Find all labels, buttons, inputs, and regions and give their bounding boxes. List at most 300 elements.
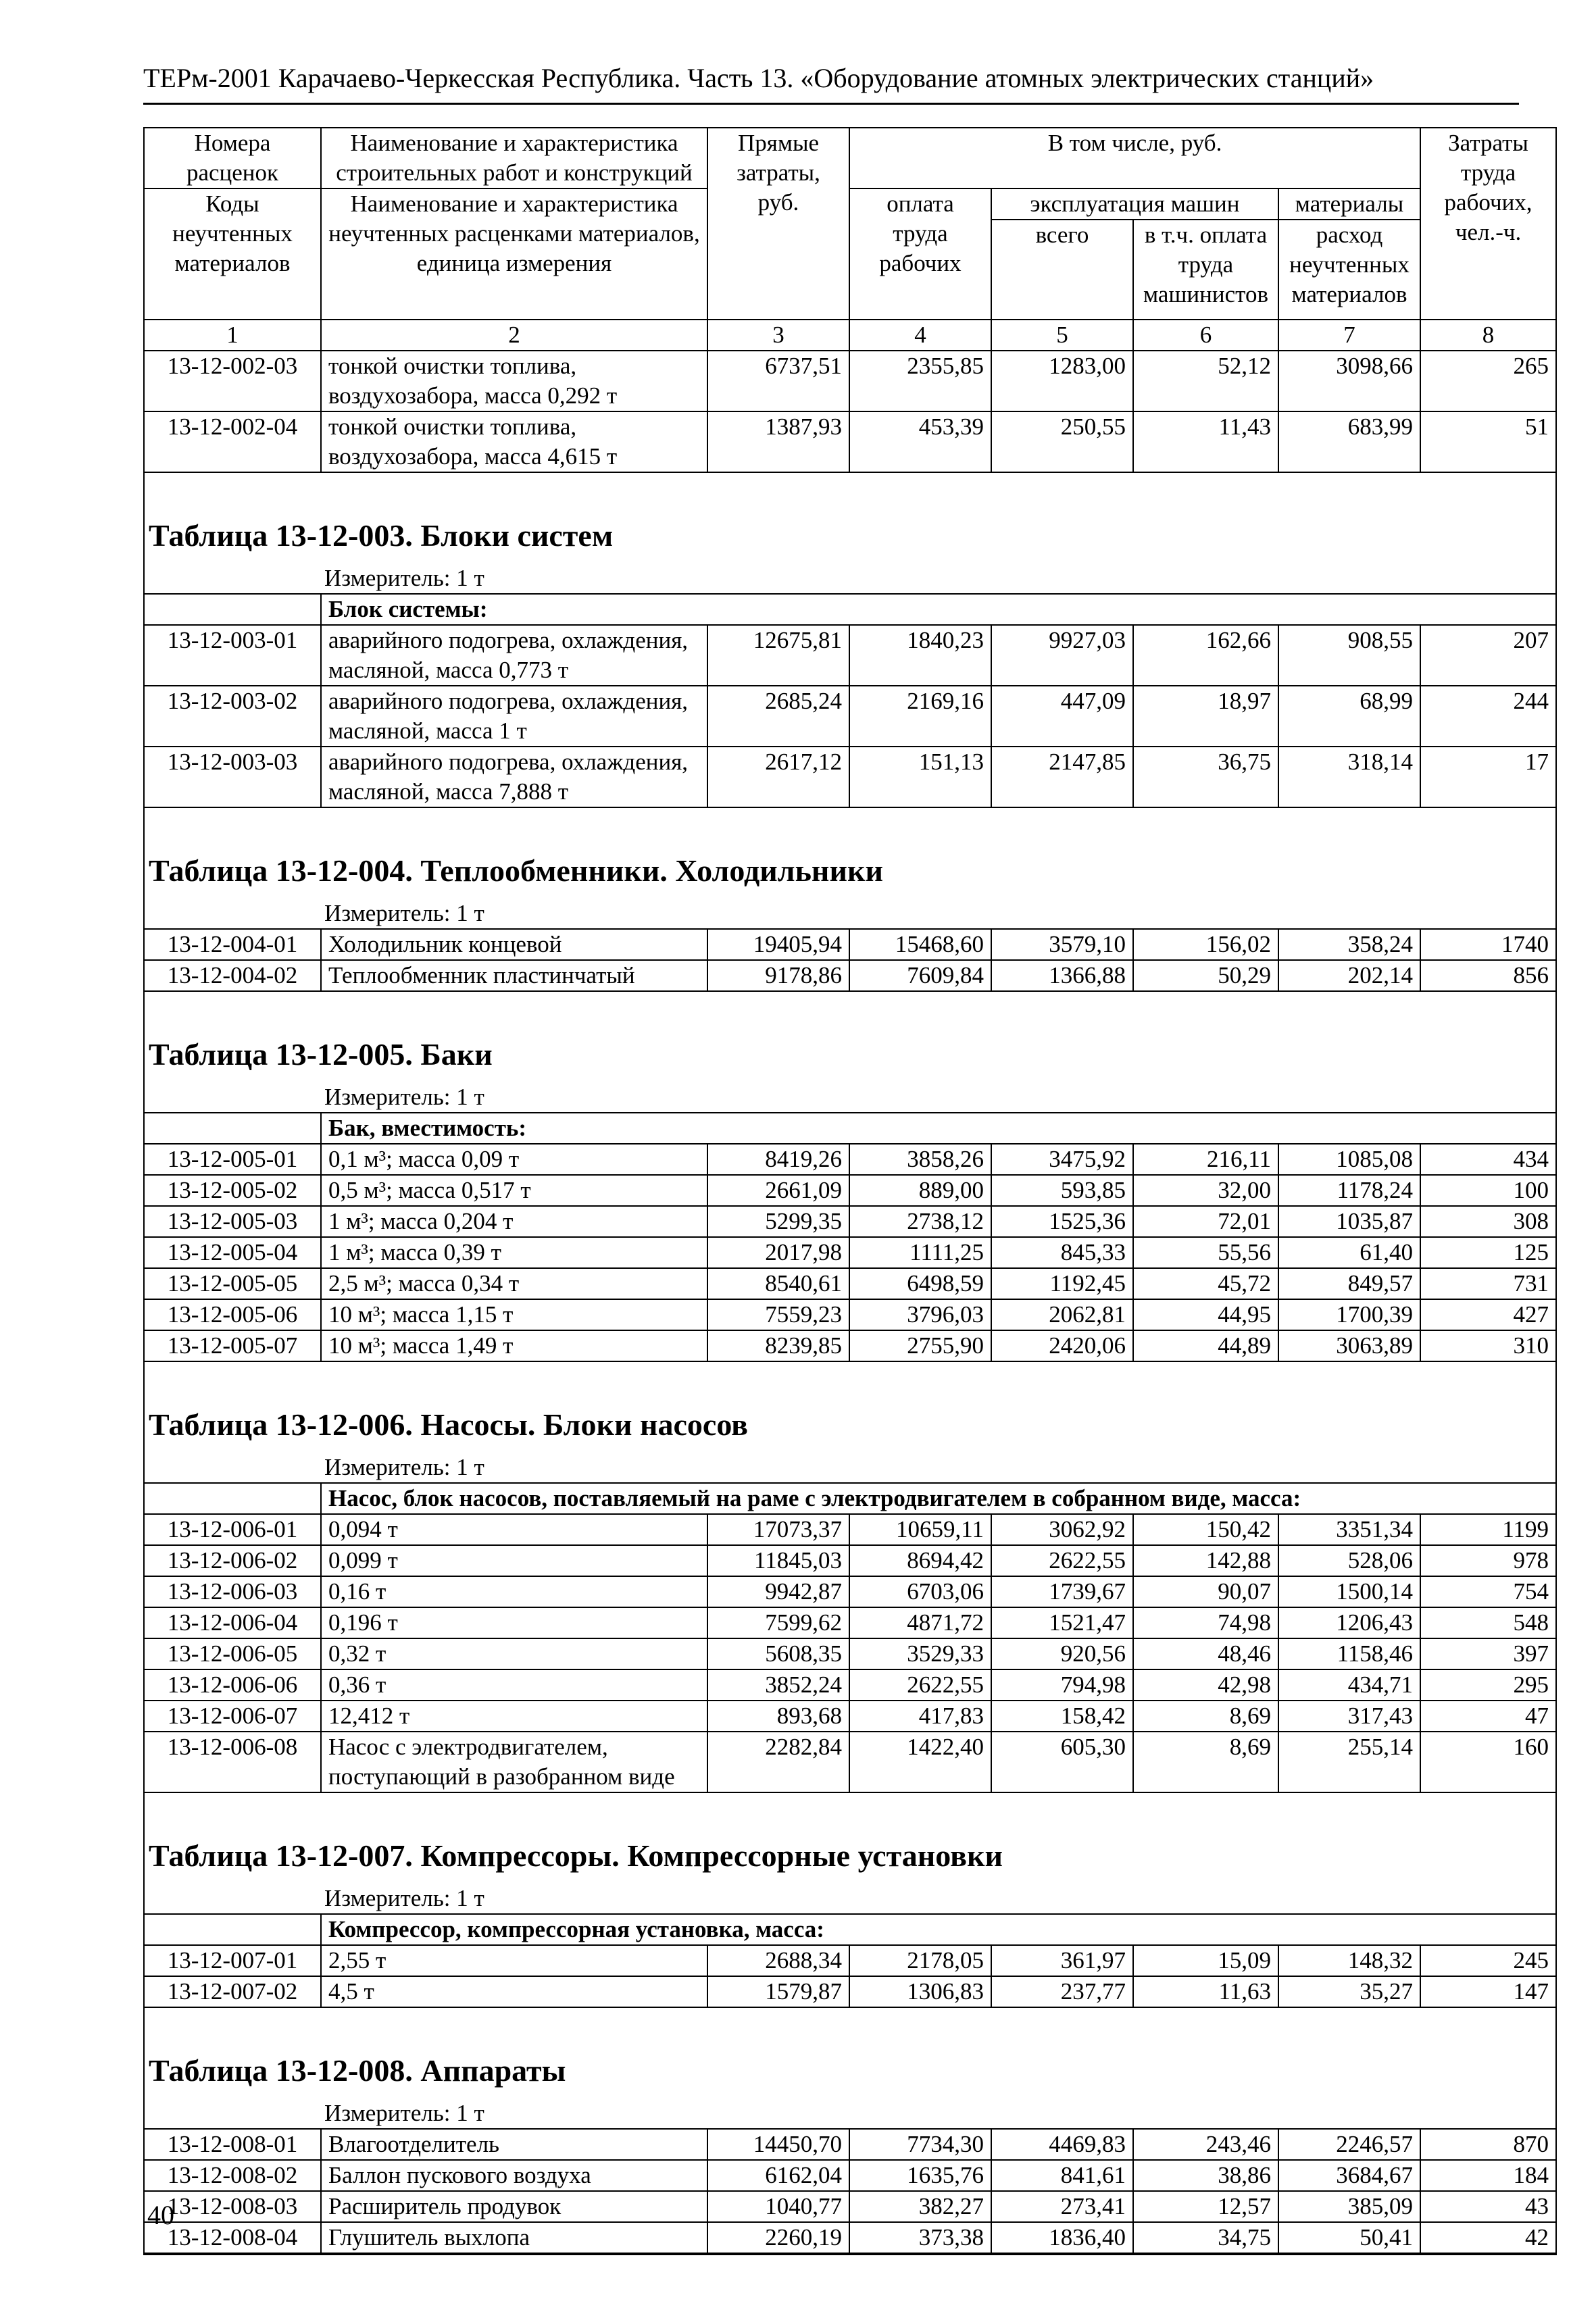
work-name: Глушитель выхлопа [321,2222,707,2253]
col-num-6: 6 [1133,320,1278,351]
value-labor: 265 [1420,351,1556,411]
table-row [144,1175,1556,1206]
rate-code: 13-12-005-07 [144,1330,321,1361]
section-title-cell [144,1834,1556,1914]
measure-unit: Измеритель: 1 т [324,1454,484,1480]
col-labor: Затраты труда рабочих, чел.-ч. [1420,128,1556,320]
table-title: Таблица 13-12-008. Аппараты [149,2053,566,2088]
value-wages: 1422,40 [849,1732,991,1792]
value-materials: 1500,14 [1278,1576,1420,1607]
table-row [144,960,1556,991]
table-title: Таблица 13-12-007. Компрессоры. Компрессорные установки [149,1838,1003,1873]
table-row [144,1732,1556,1792]
group-subheading: Компрессор, компрессорная установка, масса: [321,1914,1556,1945]
value-materials: 908,55 [1278,625,1420,686]
rate-code: 13-12-003-03 [144,747,321,807]
header-rule [143,103,1519,105]
measure-unit: Измеритель: 1 т [324,2100,484,2126]
value-materials: 61,40 [1278,1237,1420,1268]
work-name: Насос с электродвигателем, поступающий в разобранном виде [321,1732,707,1792]
value-wages: 6498,59 [849,1268,991,1299]
value-direct: 1387,93 [707,411,849,472]
value-labor: 244 [1420,686,1556,747]
value-labor: 978 [1420,1545,1556,1576]
rate-code: 13-12-006-03 [144,1576,321,1607]
value-machine-wages: 55,56 [1133,1237,1278,1268]
value-direct: 2661,09 [707,1175,849,1206]
measure-unit: Измеритель: 1 т [324,1885,484,1911]
section-title-cell [144,513,1556,594]
table-row [144,1976,1556,2007]
col-materials: материалы [1278,188,1420,220]
work-name: 2,5 м³; масса 0,34 т [321,1268,707,1299]
rate-code: 13-12-008-01 [144,2129,321,2160]
value-wages: 2622,55 [849,1669,991,1701]
rate-code: 13-12-004-02 [144,960,321,991]
group-subheading: Бак, вместимость: [321,1113,1556,1144]
work-name: 2,55 т [321,1945,707,1976]
table-row [144,1237,1556,1268]
value-machine-wages: 18,97 [1133,686,1278,747]
value-machines: 845,33 [991,1237,1133,1268]
rate-code: 13-12-002-04 [144,411,321,472]
measure-unit: Измеритель: 1 т [324,1084,484,1110]
value-machines: 1283,00 [991,351,1133,411]
header-row-top [144,128,1556,188]
table-row [144,1669,1556,1701]
value-direct: 2282,84 [707,1732,849,1792]
value-direct: 5299,35 [707,1206,849,1237]
col-num-2: 2 [321,320,707,351]
value-direct: 7559,23 [707,1299,849,1330]
value-machine-wages: 8,69 [1133,1732,1278,1792]
col-num-8: 8 [1420,320,1556,351]
value-machines: 158,42 [991,1701,1133,1732]
section-title-row [144,849,1556,929]
value-machines: 3475,92 [991,1144,1133,1175]
work-name: 10 м³; масса 1,15 т [321,1299,707,1330]
subheading-code-cell [144,1914,321,1945]
col-machines-total: всего [991,220,1133,320]
spacer-cell [144,1792,1556,1834]
value-machine-wages: 52,12 [1133,351,1278,411]
value-machine-wages: 72,01 [1133,1206,1278,1237]
value-materials: 528,06 [1278,1545,1420,1576]
value-machine-wages: 44,95 [1133,1299,1278,1330]
work-name: 1 м³; масса 0,39 т [321,1237,707,1268]
value-machine-wages: 15,09 [1133,1945,1278,1976]
value-machines: 250,55 [991,411,1133,472]
value-wages: 7609,84 [849,960,991,991]
value-labor: 42 [1420,2222,1556,2253]
section-title-row [144,1032,1556,1113]
subheading-row [144,1483,1556,1514]
value-wages: 1306,83 [849,1976,991,2007]
value-materials: 3351,34 [1278,1514,1420,1545]
work-name: аварийного подогрева, охлаждения, масляной, масса 1 т [321,686,707,747]
rate-code: 13-12-006-05 [144,1638,321,1669]
work-name: 0,099 т [321,1545,707,1576]
value-labor: 160 [1420,1732,1556,1792]
value-direct: 3852,24 [707,1669,849,1701]
value-materials: 35,27 [1278,1976,1420,2007]
value-wages: 1840,23 [849,625,991,686]
value-labor: 1740 [1420,929,1556,960]
value-direct: 9178,86 [707,960,849,991]
section-title-cell [144,1032,1556,1113]
section-spacer [144,2007,1556,2048]
value-labor: 184 [1420,2160,1556,2191]
rate-code: 13-12-006-08 [144,1732,321,1792]
value-machine-wages: 142,88 [1133,1545,1278,1576]
rate-code: 13-12-006-01 [144,1514,321,1545]
table-row [144,1514,1556,1545]
work-name: 0,16 т [321,1576,707,1607]
work-name: тонкой очистки топлива, воздухозабора, масса 4,615 т [321,411,707,472]
value-labor: 308 [1420,1206,1556,1237]
work-name: Холодильник концевой [321,929,707,960]
rate-code: 13-12-006-02 [144,1545,321,1576]
value-materials: 68,99 [1278,686,1420,747]
value-machine-wages: 34,75 [1133,2222,1278,2253]
value-labor: 43 [1420,2191,1556,2222]
col-codes-bottom: Коды неучтенных материалов [144,188,321,320]
work-name: Баллон пускового воздуха [321,2160,707,2191]
value-machines: 2147,85 [991,747,1133,807]
value-materials: 358,24 [1278,929,1420,960]
work-name: 12,412 т [321,1701,707,1732]
value-machine-wages: 11,43 [1133,411,1278,472]
value-direct: 2617,12 [707,747,849,807]
value-direct: 7599,62 [707,1607,849,1638]
value-materials: 1700,39 [1278,1299,1420,1330]
work-name: Теплообменник пластинчатый [321,960,707,991]
value-labor: 51 [1420,411,1556,472]
section-title-cell [144,849,1556,929]
spacer-cell [144,1361,1556,1403]
table-title: Таблица 13-12-003. Блоки систем [149,518,614,553]
value-machines: 593,85 [991,1175,1133,1206]
value-labor: 295 [1420,1669,1556,1701]
value-direct: 1579,87 [707,1976,849,2007]
value-wages: 10659,11 [849,1514,991,1545]
value-wages: 417,83 [849,1701,991,1732]
value-machines: 794,98 [991,1669,1133,1701]
value-materials: 255,14 [1278,1732,1420,1792]
value-materials: 3063,89 [1278,1330,1420,1361]
value-machines: 1739,67 [991,1576,1133,1607]
value-materials: 317,43 [1278,1701,1420,1732]
work-name: 0,1 м³; масса 0,09 т [321,1144,707,1175]
value-machines: 447,09 [991,686,1133,747]
value-materials: 1085,08 [1278,1144,1420,1175]
value-direct: 14450,70 [707,2129,849,2160]
value-direct: 893,68 [707,1701,849,1732]
rate-code: 13-12-007-01 [144,1945,321,1976]
work-name: Влагоотделитель [321,2129,707,2160]
value-machine-wages: 216,11 [1133,1144,1278,1175]
value-direct: 6162,04 [707,2160,849,2191]
rate-code: 13-12-005-04 [144,1237,321,1268]
value-machine-wages: 50,29 [1133,960,1278,991]
value-materials: 434,71 [1278,1669,1420,1701]
section-title-cell [144,1403,1556,1483]
col-direct: Прямые затраты, руб. [707,128,849,320]
value-direct: 11845,03 [707,1545,849,1576]
value-machines: 1521,47 [991,1607,1133,1638]
value-machines: 1836,40 [991,2222,1133,2253]
table-row [144,411,1556,472]
value-wages: 3529,33 [849,1638,991,1669]
work-name: тонкой очистки топлива, воздухозабора, масса 0,292 т [321,351,707,411]
value-wages: 2355,85 [849,351,991,411]
rate-code: 13-12-002-03 [144,351,321,411]
value-machine-wages: 243,46 [1133,2129,1278,2160]
table-row [144,929,1556,960]
col-num-3: 3 [707,320,849,351]
value-machine-wages: 11,63 [1133,1976,1278,2007]
value-materials: 683,99 [1278,411,1420,472]
value-direct: 1040,77 [707,2191,849,2222]
col-num-4: 4 [849,320,991,351]
value-machine-wages: 162,66 [1133,625,1278,686]
value-materials: 1178,24 [1278,1175,1420,1206]
rates-table [143,127,1557,2255]
rate-code: 13-12-005-02 [144,1175,321,1206]
value-labor: 17 [1420,747,1556,807]
page-header: ТЕРм-2001 Карачаево-Черкесская Республика. Часть 13. «Оборудование атомных электрических станций» [143,63,1374,93]
value-machines: 1192,45 [991,1268,1133,1299]
table-row [144,1701,1556,1732]
value-materials: 3098,66 [1278,351,1420,411]
value-machine-wages: 32,00 [1133,1175,1278,1206]
value-materials: 1158,46 [1278,1638,1420,1669]
value-labor: 754 [1420,1576,1556,1607]
value-machine-wages: 150,42 [1133,1514,1278,1545]
value-direct: 17073,37 [707,1514,849,1545]
value-machines: 1525,36 [991,1206,1133,1237]
measure-unit: Измеритель: 1 т [324,900,484,926]
value-labor: 125 [1420,1237,1556,1268]
value-machines: 605,30 [991,1732,1133,1792]
value-machines: 2420,06 [991,1330,1133,1361]
work-name: 4,5 т [321,1976,707,2007]
col-num-1: 1 [144,320,321,351]
value-labor: 856 [1420,960,1556,991]
col-wages: оплата труда рабочих [849,188,991,320]
value-machine-wages: 48,46 [1133,1638,1278,1669]
value-machine-wages: 90,07 [1133,1576,1278,1607]
value-labor: 147 [1420,1976,1556,2007]
value-machine-wages: 12,57 [1133,2191,1278,2222]
value-machines: 273,41 [991,2191,1133,2222]
value-wages: 3858,26 [849,1144,991,1175]
value-labor: 870 [1420,2129,1556,2160]
value-labor: 1199 [1420,1514,1556,1545]
table-row [144,686,1556,747]
value-direct: 2688,34 [707,1945,849,1976]
value-materials: 2246,57 [1278,2129,1420,2160]
value-labor: 310 [1420,1330,1556,1361]
col-machines-wages: в т.ч. оплата труда машинистов [1133,220,1278,320]
rate-code: 13-12-004-01 [144,929,321,960]
value-machines: 841,61 [991,2160,1133,2191]
value-direct: 9942,87 [707,1576,849,1607]
value-materials: 202,14 [1278,960,1420,991]
section-title-row [144,513,1556,594]
subheading-row [144,1113,1556,1144]
table-row [144,747,1556,807]
table-row [144,351,1556,411]
table-row [144,2129,1556,2160]
table-row [144,1545,1556,1576]
rate-code: 13-12-008-03 [144,2191,321,2222]
table-end [144,2253,1556,2255]
rate-code: 13-12-005-01 [144,1144,321,1175]
rate-code: 13-12-005-06 [144,1299,321,1330]
value-machines: 3062,92 [991,1514,1133,1545]
value-wages: 2169,16 [849,686,991,747]
spacer-cell [144,472,1556,513]
subheading-row [144,1914,1556,1945]
col-codes-top: Номера расценок [144,128,321,188]
value-machines: 1366,88 [991,960,1133,991]
value-materials: 1035,87 [1278,1206,1420,1237]
value-materials: 385,09 [1278,2191,1420,2222]
section-title-row [144,1403,1556,1483]
value-wages: 373,38 [849,2222,991,2253]
value-labor: 397 [1420,1638,1556,1669]
value-machines: 4469,83 [991,2129,1133,2160]
value-materials: 318,14 [1278,747,1420,807]
value-wages: 3796,03 [849,1299,991,1330]
spacer-cell [144,807,1556,849]
value-wages: 15468,60 [849,929,991,960]
group-subheading: Блок системы: [321,594,1556,625]
rate-code: 13-12-008-02 [144,2160,321,2191]
table-row [144,1945,1556,1976]
col-num-7: 7 [1278,320,1420,351]
page-number: 40 [147,2200,174,2230]
value-machines: 920,56 [991,1638,1133,1669]
value-machine-wages: 44,89 [1133,1330,1278,1361]
table-row [144,2222,1556,2253]
value-labor: 245 [1420,1945,1556,1976]
value-wages: 2738,12 [849,1206,991,1237]
rate-code: 13-12-006-07 [144,1701,321,1732]
value-direct: 2260,19 [707,2222,849,2253]
value-direct: 6737,51 [707,351,849,411]
rates-table-wrapper [143,127,1555,2255]
table-row [144,1206,1556,1237]
table-row [144,1299,1556,1330]
col-num-5: 5 [991,320,1133,351]
header-row-mid [144,188,1556,220]
rate-code: 13-12-003-02 [144,686,321,747]
column-number-row [144,320,1556,351]
table-row [144,1330,1556,1361]
value-machine-wages: 42,98 [1133,1669,1278,1701]
table-row [144,1576,1556,1607]
section-spacer [144,472,1556,513]
value-wages: 7734,30 [849,2129,991,2160]
table-row [144,2191,1556,2222]
value-machine-wages: 36,75 [1133,747,1278,807]
table-row [144,1268,1556,1299]
table-title: Таблица 13-12-004. Теплообменники. Холодильники [149,853,883,888]
value-direct: 2017,98 [707,1237,849,1268]
value-machine-wages: 156,02 [1133,929,1278,960]
value-wages: 1111,25 [849,1237,991,1268]
value-labor: 427 [1420,1299,1556,1330]
work-name: Расширитель продувок [321,2191,707,2222]
value-wages: 4871,72 [849,1607,991,1638]
value-machine-wages: 38,86 [1133,2160,1278,2191]
work-name: 0,196 т [321,1607,707,1638]
value-labor: 731 [1420,1268,1556,1299]
table-row [144,625,1556,686]
section-spacer [144,1792,1556,1834]
subheading-code-cell [144,594,321,625]
subheading-row [144,594,1556,625]
spacer-cell [144,991,1556,1032]
col-name-bottom: Наименование и характеристика неучтенных расценками материалов, единица измерения [321,188,707,320]
table-body [144,128,1556,2255]
table-row [144,1607,1556,1638]
col-machines: эксплуатация машин [991,188,1278,220]
value-wages: 2178,05 [849,1945,991,1976]
value-materials: 1206,43 [1278,1607,1420,1638]
value-direct: 8419,26 [707,1144,849,1175]
work-name: 0,36 т [321,1669,707,1701]
work-name: аварийного подогрева, охлаждения, масляной, масса 0,773 т [321,625,707,686]
col-name-top: Наименование и характеристика строительных работ и конструкций [321,128,707,188]
value-direct: 8540,61 [707,1268,849,1299]
value-labor: 47 [1420,1701,1556,1732]
col-materials-use: расход неучтенных материалов [1278,220,1420,320]
value-labor: 207 [1420,625,1556,686]
value-wages: 8694,42 [849,1545,991,1576]
spacer-cell [144,2007,1556,2048]
work-name: 0,094 т [321,1514,707,1545]
rate-code: 13-12-005-03 [144,1206,321,1237]
rate-code: 13-12-006-06 [144,1669,321,1701]
value-labor: 100 [1420,1175,1556,1206]
rate-code: 13-12-005-05 [144,1268,321,1299]
work-name: 1 м³; масса 0,204 т [321,1206,707,1237]
work-name: аварийного подогрева, охлаждения, масляной, масса 7,888 т [321,747,707,807]
group-subheading: Насос, блок насосов, поставляемый на раме с электродвигателем в собранном виде, масса: [321,1483,1556,1514]
measure-unit: Измеритель: 1 т [324,565,484,591]
value-machines: 361,97 [991,1945,1133,1976]
value-machines: 3579,10 [991,929,1133,960]
value-machines: 9927,03 [991,625,1133,686]
rate-code: 13-12-007-02 [144,1976,321,2007]
value-materials: 50,41 [1278,2222,1420,2253]
value-direct: 12675,81 [707,625,849,686]
work-name: 0,32 т [321,1638,707,1669]
value-direct: 19405,94 [707,929,849,960]
value-machines: 2062,81 [991,1299,1133,1330]
section-spacer [144,991,1556,1032]
subheading-code-cell [144,1483,321,1514]
value-wages: 889,00 [849,1175,991,1206]
rate-code: 13-12-006-04 [144,1607,321,1638]
value-machine-wages: 74,98 [1133,1607,1278,1638]
value-materials: 3684,67 [1278,2160,1420,2191]
work-name: 0,5 м³; масса 0,517 т [321,1175,707,1206]
work-name: 10 м³; масса 1,49 т [321,1330,707,1361]
